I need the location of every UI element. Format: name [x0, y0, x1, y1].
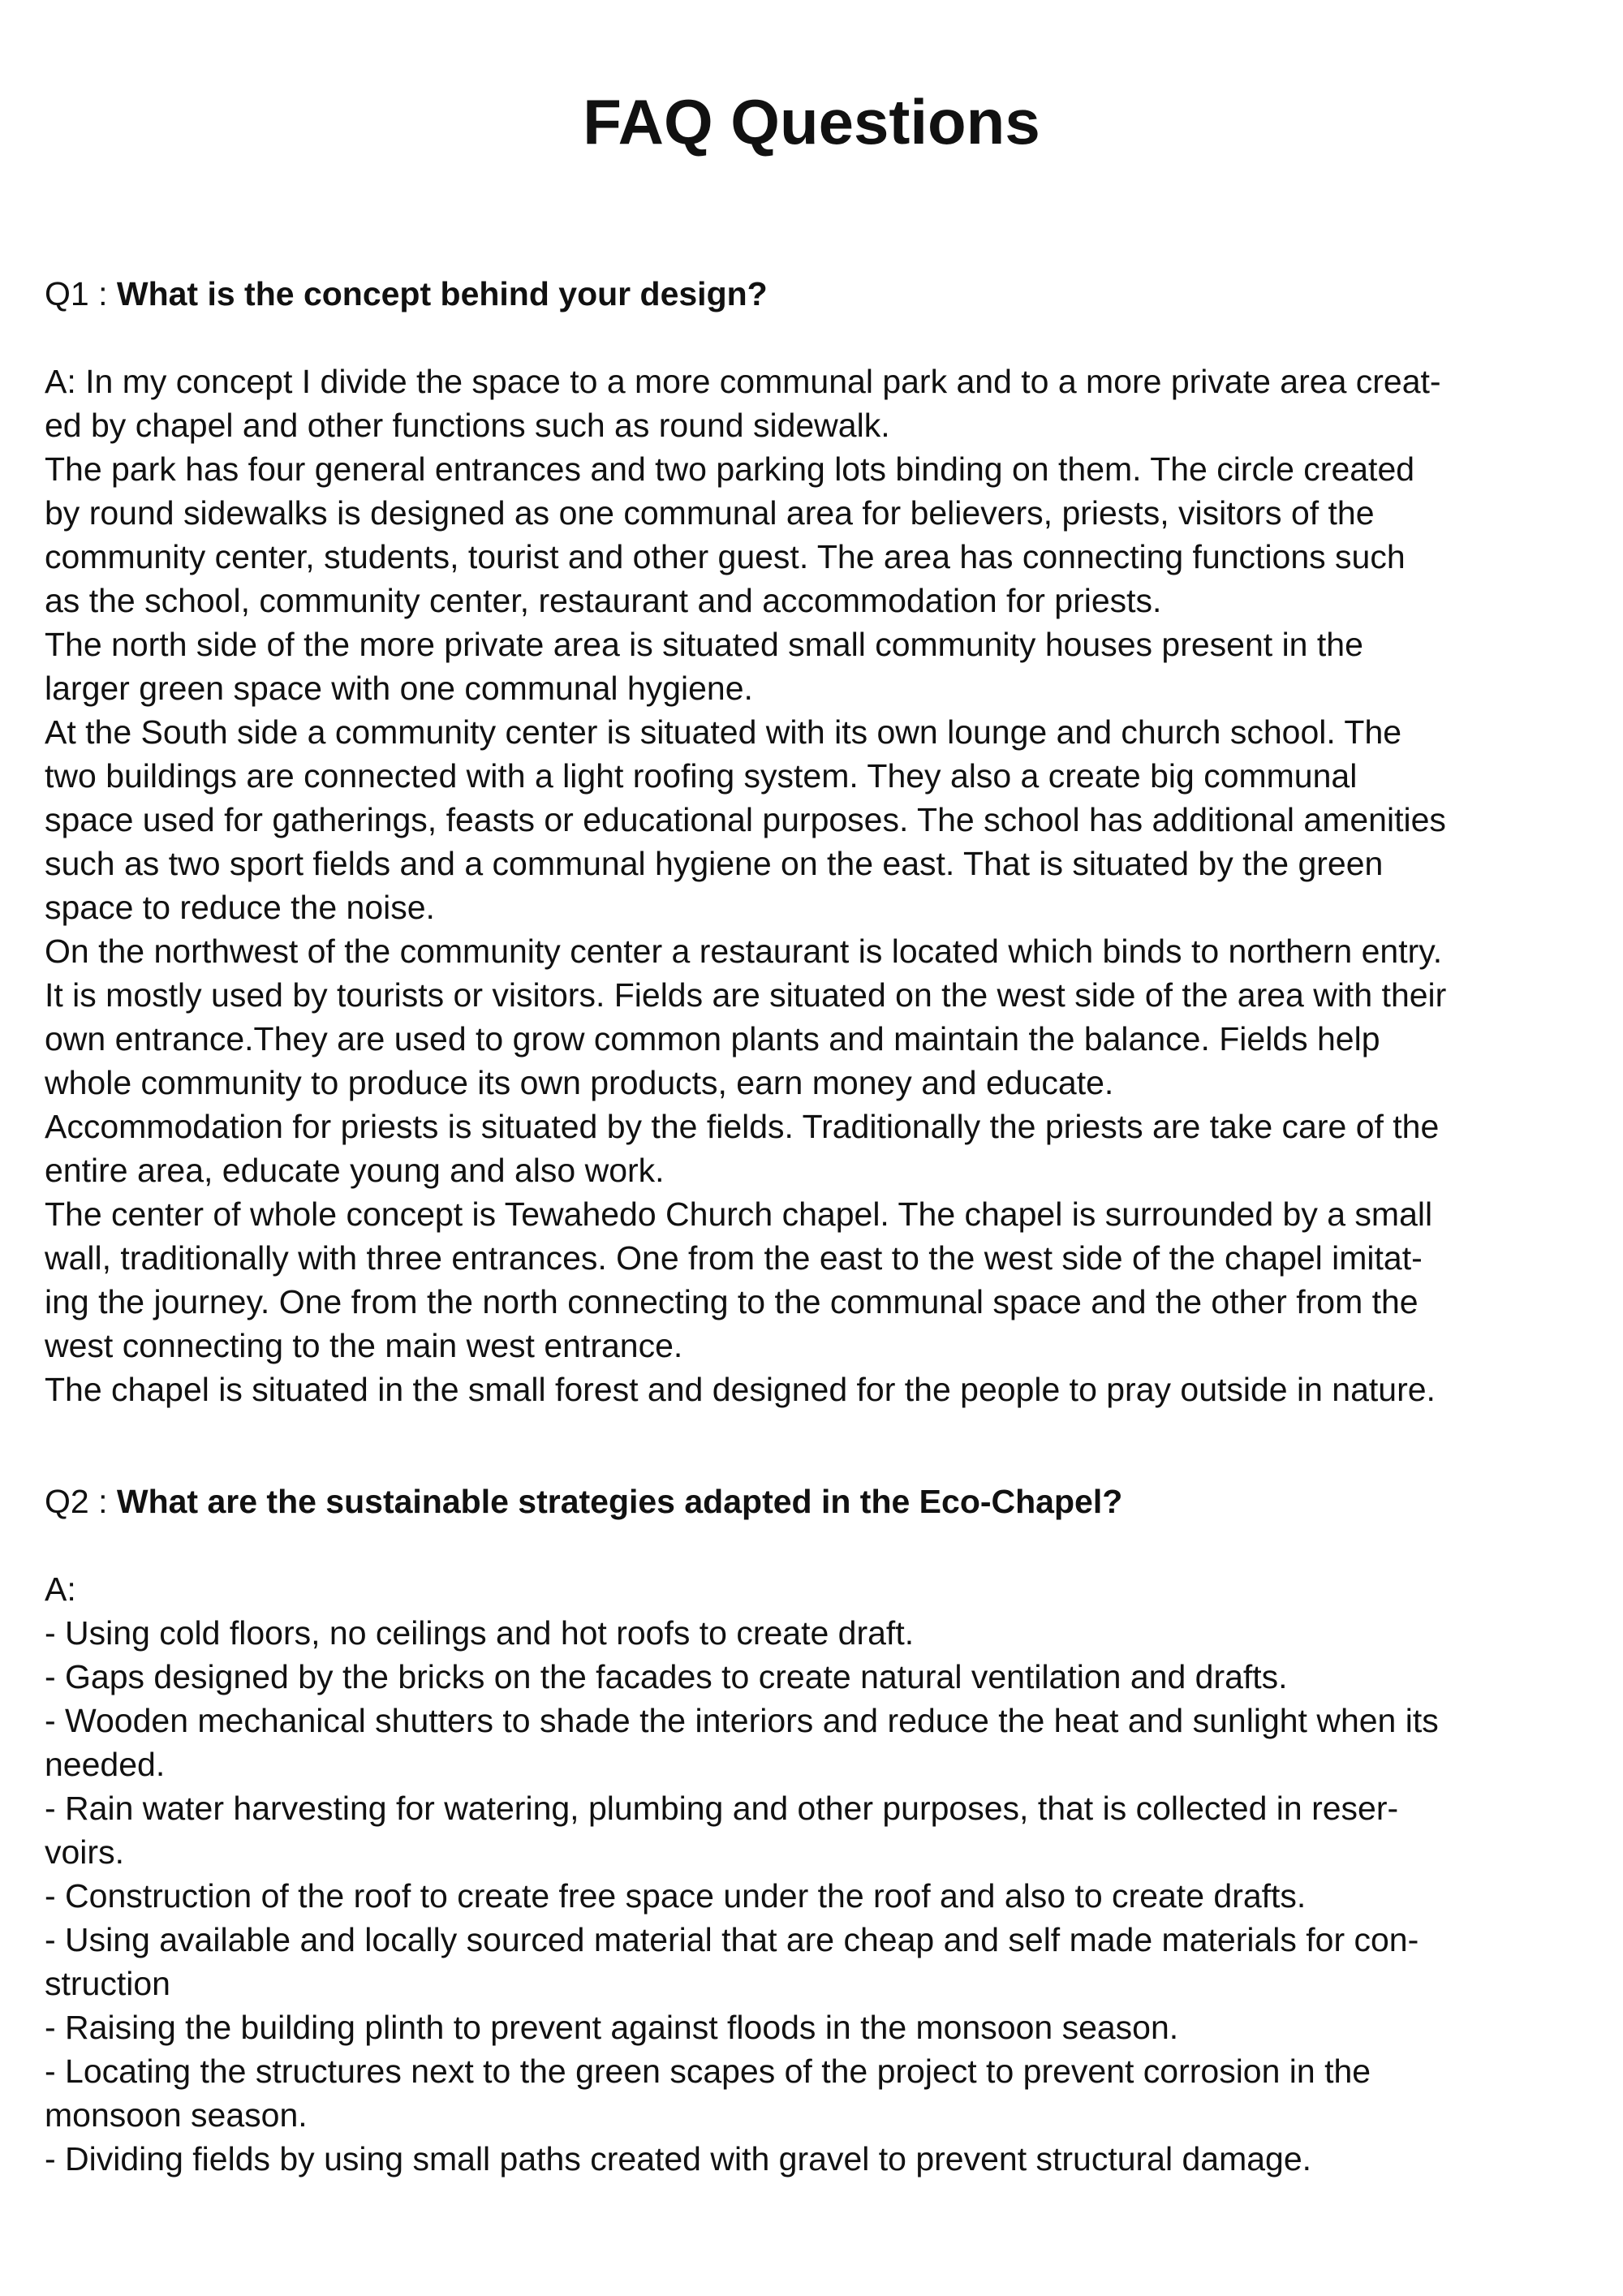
answer-line: ing the journey. One from the north connecting to the communal space and the other from the	[45, 1283, 1419, 1320]
answer-line: larger green space with one communal hygiene.	[45, 670, 753, 707]
answer-line: by round sidewalks is designed as one communal area for believers, priests, visitors of the	[45, 494, 1375, 532]
answer-line: community center, students, tourist and other guest. The area has connecting functions such	[45, 538, 1406, 575]
answer-line: struction	[45, 1965, 170, 2002]
answer-line: - Wooden mechanical shutters to shade the interiors and reduce the heat and sunlight when its	[45, 1702, 1439, 1739]
question-text: What are the sustainable strategies adapted in the Eco-Chapel?	[116, 1483, 1123, 1520]
answer-line: own entrance.They are used to grow common plants and maintain the balance. Fields help	[45, 1020, 1380, 1058]
answer-line: monsoon season.	[45, 2096, 308, 2134]
answer-line: space to reduce the noise.	[45, 889, 435, 926]
answer-line: whole community to produce its own products, earn money and educate.	[45, 1064, 1114, 1101]
answer-line: west connecting to the main west entrance.	[45, 1327, 683, 1364]
answer-line: - Using available and locally sourced material that are cheap and self made materials for con-	[45, 1921, 1419, 1958]
question-text: What is the concept behind your design?	[116, 275, 768, 312]
answer-line: The park has four general entrances and two parking lots binding on them. The circle created	[45, 450, 1415, 488]
answer-line: A: In my concept I divide the space to a more communal park and to a more private area creat-	[45, 363, 1441, 400]
faq-item-q1	[45, 272, 1591, 1411]
answer-line: two buildings are connected with a light roofing system. They also a create big communal	[45, 757, 1358, 795]
answer-line: - Raising the building plinth to prevent against floods in the monsoon season.	[45, 2009, 1179, 2046]
faq-item-q2	[45, 1480, 1591, 2181]
answer-line: as the school, community center, restaurant and accommodation for priests.	[45, 582, 1162, 619]
answer-line: The center of whole concept is Tewahedo Church chapel. The chapel is surrounded by a small	[45, 1195, 1433, 1233]
answer-line: - Using cold floors, no ceilings and hot roofs to create draft.	[45, 1614, 915, 1652]
answer-line: needed.	[45, 1746, 166, 1783]
answer-line: space used for gatherings, feasts or educational purposes. The school has additional amenities	[45, 801, 1446, 838]
answer-line: The chapel is situated in the small forest and designed for the people to pray outside in nature.	[45, 1371, 1436, 1408]
answer-line: It is mostly used by tourists or visitors. Fields are situated on the west side of the area with their	[45, 976, 1447, 1014]
answer-line: wall, traditionally with three entrances. One from the east to the west side of the chapel imitat-	[45, 1239, 1423, 1277]
answer-line: At the South side a community center is situated with its own lounge and church school. The	[45, 713, 1402, 751]
answer-line: entire area, educate young and also work.	[45, 1152, 665, 1189]
answer-q2	[45, 1567, 1591, 2181]
answer-line: such as two sport fields and a communal hygiene on the east. That is situated by the green	[45, 845, 1384, 882]
answer-line: - Gaps designed by the bricks on the facades to create natural ventilation and drafts.	[45, 1658, 1288, 1695]
answer-q1	[45, 360, 1591, 1411]
answer-line: - Construction of the roof to create free space under the roof and also to create drafts.	[45, 1877, 1307, 1915]
answer-line: Accommodation for priests is situated by the fields. Traditionally the priests are take care of the	[45, 1108, 1440, 1145]
answer-line: On the northwest of the community center a restaurant is located which binds to northern entry.	[45, 933, 1443, 970]
answer-line: - Dividing fields by using small paths created with gravel to prevent structural damage.	[45, 2140, 1312, 2178]
question-prefix: Q2 :	[45, 1483, 117, 1520]
answer-line: A:	[45, 1570, 76, 1608]
answer-line: - Rain water harvesting for watering, plumbing and other purposes, that is collected in reser-	[45, 1790, 1399, 1827]
page-title: FAQ Questions	[583, 86, 1040, 157]
answer-line: - Locating the structures next to the green scapes of the project to prevent corrosion in the	[45, 2053, 1371, 2090]
answer-line: The north side of the more private area is situated small community houses present in the	[45, 626, 1363, 663]
question-prefix: Q1 :	[45, 275, 117, 312]
answer-line: voirs.	[45, 1833, 124, 1871]
answer-line: ed by chapel and other functions such as round sidewalk.	[45, 407, 890, 444]
question-q2	[45, 1480, 1591, 1523]
question-q1	[45, 272, 1591, 316]
